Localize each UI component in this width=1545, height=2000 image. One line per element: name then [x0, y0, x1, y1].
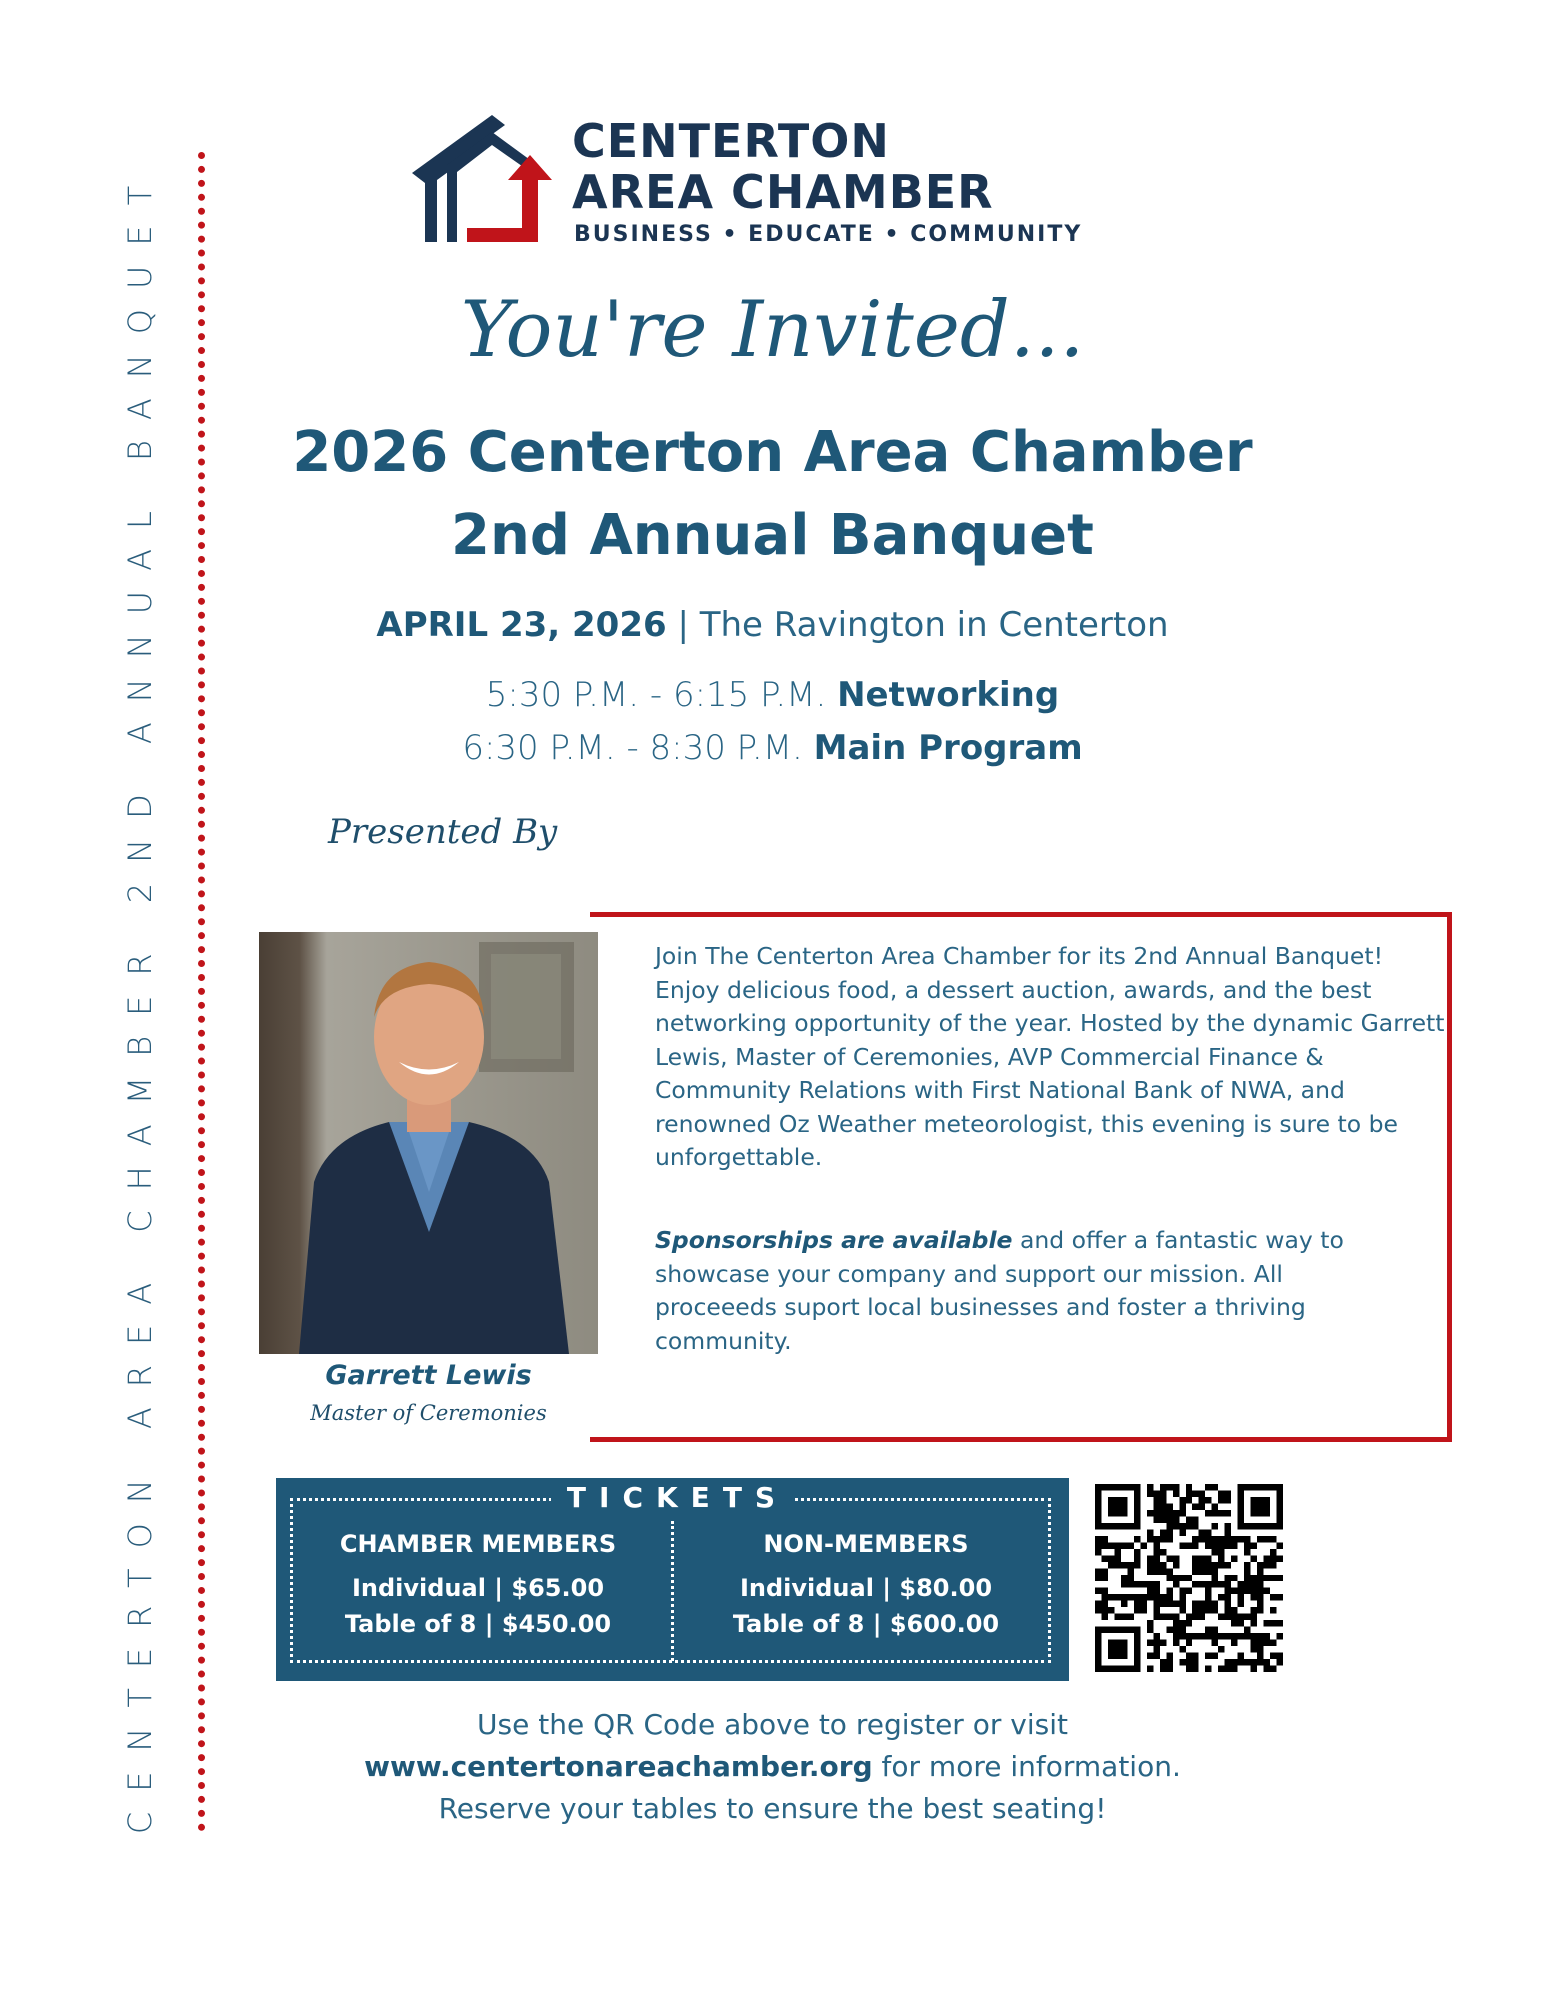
non-members-individual-price: Individual | $80.00 [739, 1574, 993, 1602]
schedule-event: Networking [837, 675, 1060, 715]
members-pricing [288, 1530, 668, 1642]
members-table-price: Table of 8 | $450.00 [344, 1610, 612, 1638]
tickets-heading-wrap [276, 1481, 1069, 1514]
chamber-logo [412, 110, 1112, 250]
registration-qr-code[interactable] [1095, 1484, 1283, 1672]
logo-line-centerton: CENTERTON [572, 114, 890, 168]
host-role: Master of Ceremonies [310, 1401, 547, 1425]
schedule-event: Main Program [813, 728, 1083, 768]
footer-more-info: for more information. [872, 1750, 1181, 1783]
tickets-panel [276, 1478, 1069, 1681]
members-heading: CHAMBER MEMBERS [339, 1530, 617, 1558]
host-photo [259, 932, 598, 1354]
sponsorship-text: and offer a fantastic way to showcase your company and support our mission. All proceeeds suport local businesses and foster a thriving community. [655, 1226, 1344, 1355]
event-title-line1: 2026 Centerton Area Chamber [292, 420, 1253, 485]
logo-tagline: BUSINESS • EDUCATE • COMMUNITY [574, 222, 1083, 247]
tickets-heading: TICKETS [551, 1481, 794, 1514]
schedule-time: 5:30 P.M. - 6:15 P.M. [485, 675, 827, 715]
website-link[interactable]: www.centertonareachamber.org [364, 1750, 873, 1783]
date-venue-line [0, 605, 1545, 645]
event-date: APRIL 23, 2026 [376, 605, 667, 645]
date-separator: | [666, 605, 700, 645]
presented-by-label: Presented By [328, 812, 558, 852]
non-members-table-price: Table of 8 | $600.00 [732, 1610, 1000, 1638]
side-banner-text: CENTERTON AREA CHAMBER 2ND ANNUAL BANQUET [121, 165, 159, 1835]
host-portrait-image [259, 932, 598, 1354]
sponsorship-emphasis: Sponsorships are available [655, 1226, 1013, 1254]
host-name: Garrett Lewis [325, 1360, 532, 1391]
footer-reserve-note: Reserve your tables to ensure the best seating! [438, 1792, 1107, 1825]
event-title-line2: 2nd Annual Banquet [451, 503, 1094, 568]
schedule-item [0, 728, 1545, 768]
footer-qr-instruction: Use the QR Code above to register or visit [477, 1708, 1068, 1741]
members-individual-price: Individual | $65.00 [351, 1574, 605, 1602]
side-dotted-divider [198, 152, 205, 1832]
logo-line-area-chamber: AREA CHAMBER [572, 165, 994, 219]
house-arrow-logo-icon [412, 110, 572, 250]
tickets-column-divider [671, 1521, 674, 1661]
footer-website-line [0, 1750, 1545, 1783]
non-members-pricing [676, 1530, 1056, 1642]
invited-script-heading: You're Invited... [460, 285, 1085, 375]
qr-code-icon [1095, 1484, 1283, 1672]
schedule-time: 6:30 P.M. - 8:30 P.M. [462, 728, 803, 768]
event-venue: The Ravington in Centerton [699, 605, 1169, 645]
event-description: Join The Centerton Area Chamber for its 2nd Annual Banquet! Enjoy delicious food, a dessert auction, awards, and the best networking opportunity of the year. Hosted by the dynamic Garrett Lewis, Master of Ceremonies, AVP Commercial Finance & Community Relations with First National Bank of NWA, and renowned Oz Weather meteorologist, this evening is sure to be unforgettable. [655, 942, 1445, 1171]
sponsorship-paragraph [655, 1224, 1405, 1358]
non-members-heading: NON-MEMBERS [763, 1530, 969, 1558]
schedule-item [0, 675, 1545, 715]
